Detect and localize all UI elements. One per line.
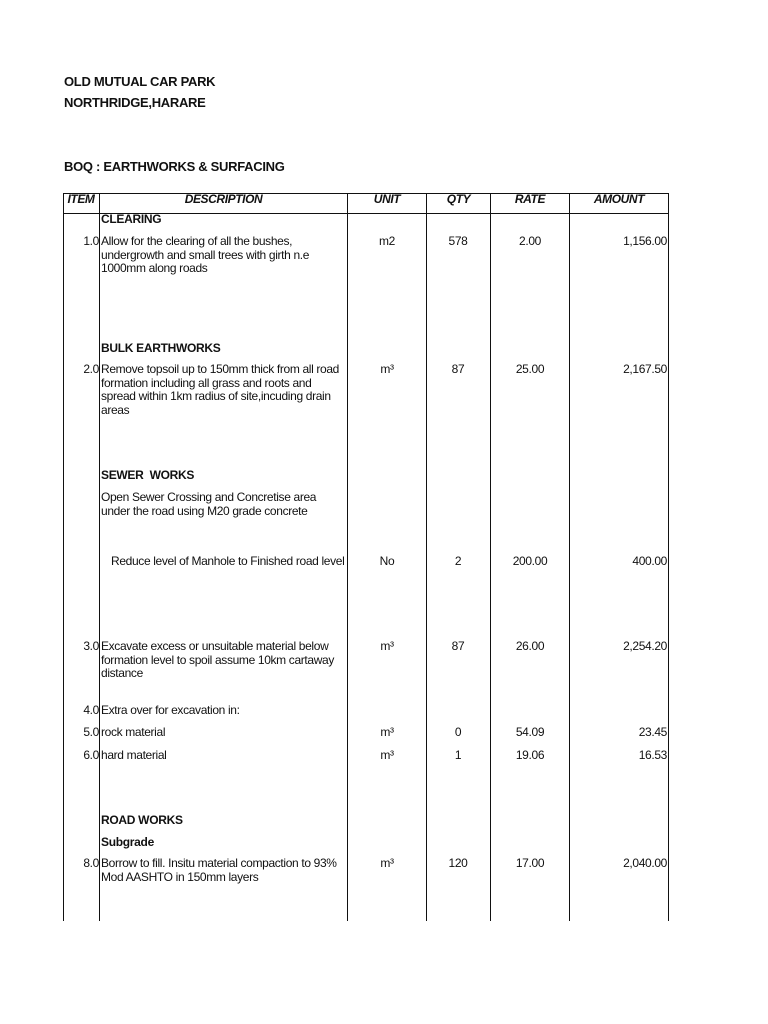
item-description: rock material xyxy=(101,725,166,739)
column-header-item: ITEM xyxy=(67,192,95,206)
item-description: Allow for the clearing of all the bushes, undergrowth and small trees with girth n.e 1000mm along roads xyxy=(101,234,310,275)
item-number: 3.0 xyxy=(83,639,99,653)
item-qty: 120 xyxy=(448,856,468,870)
item-rate: 200.00 xyxy=(512,554,548,568)
table-right-border xyxy=(668,193,669,921)
item-unit: m³ xyxy=(380,639,394,653)
item-unit: No xyxy=(379,554,395,568)
item-description: Excavate excess or unsuitable material below formation level to spoil assume 10km cartaway distance xyxy=(101,639,335,680)
item-amount: 2,167.50 xyxy=(623,362,667,376)
item-amount: 2,040.00 xyxy=(623,856,667,870)
item-amount: 1,156.00 xyxy=(623,234,667,248)
item-unit: m³ xyxy=(380,725,394,739)
item-qty: 2 xyxy=(454,554,462,568)
section-heading-clearing: CLEARING xyxy=(101,212,162,226)
table-left-border xyxy=(63,193,64,921)
column-divider xyxy=(99,193,100,921)
item-description: hard material xyxy=(101,748,167,762)
item-unit: m2 xyxy=(379,234,395,248)
item-rate: 17.00 xyxy=(515,856,545,870)
item-amount: 400.00 xyxy=(632,554,667,568)
item-qty: 578 xyxy=(448,234,468,248)
item-amount: 16.53 xyxy=(638,748,667,762)
column-header-description: DESCRIPTION xyxy=(184,192,263,206)
column-header-amount: AMOUNT xyxy=(593,192,645,206)
item-number: 8.0 xyxy=(83,856,99,870)
item-qty: 87 xyxy=(451,639,465,653)
item-rate: 26.00 xyxy=(515,639,545,653)
item-rate: 25.00 xyxy=(515,362,545,376)
item-amount: 23.45 xyxy=(638,725,667,739)
item-rate: 54.09 xyxy=(515,725,545,739)
item-rate: 19.06 xyxy=(515,748,545,762)
section-heading-road-works: ROAD WORKS xyxy=(101,813,183,827)
item-description: Remove topsoil up to 150mm thick from all road formation including all grass and roots and spread within 1km radius of site,incuding drain areas xyxy=(101,362,340,417)
item-number: 2.0 xyxy=(83,362,99,376)
column-header-qty: QTY xyxy=(446,192,471,206)
section-heading-sewer-works: SEWER WORKS xyxy=(101,468,195,482)
item-unit: m³ xyxy=(380,748,394,762)
item-unit: m³ xyxy=(380,362,394,376)
item-number: 6.0 xyxy=(83,748,99,762)
project-name: OLD MUTUAL CAR PARK xyxy=(64,74,216,89)
item-qty: 1 xyxy=(454,748,462,762)
section-heading-bulk-earthworks: BULK EARTHWORKS xyxy=(101,341,221,355)
item-description: Extra over for excavation in: xyxy=(101,703,240,717)
item-description: Borrow to fill. Insitu material compaction to 93% Mod AASHTO in 150mm layers xyxy=(101,856,337,884)
boq-title: BOQ : EARTHWORKS & SURFACING xyxy=(64,159,285,174)
item-qty: 0 xyxy=(454,725,462,739)
project-location: NORTHRIDGE,HARARE xyxy=(64,95,206,110)
column-header-unit: UNIT xyxy=(373,192,401,206)
item-description: Reduce level of Manhole to Finished road level xyxy=(111,554,345,568)
item-number: 5.0 xyxy=(83,725,99,739)
item-unit: m³ xyxy=(380,856,394,870)
item-qty: 87 xyxy=(451,362,465,376)
item-description: Open Sewer Crossing and Concretise area under the road using M20 grade concrete xyxy=(101,490,317,518)
column-header-rate: RATE xyxy=(514,192,546,206)
subsection-heading-subgrade: Subgrade xyxy=(101,835,154,849)
item-amount: 2,254.20 xyxy=(623,639,667,653)
item-number: 1.0 xyxy=(83,234,99,248)
item-number: 4.0 xyxy=(83,703,99,717)
item-rate: 2.00 xyxy=(519,234,541,248)
